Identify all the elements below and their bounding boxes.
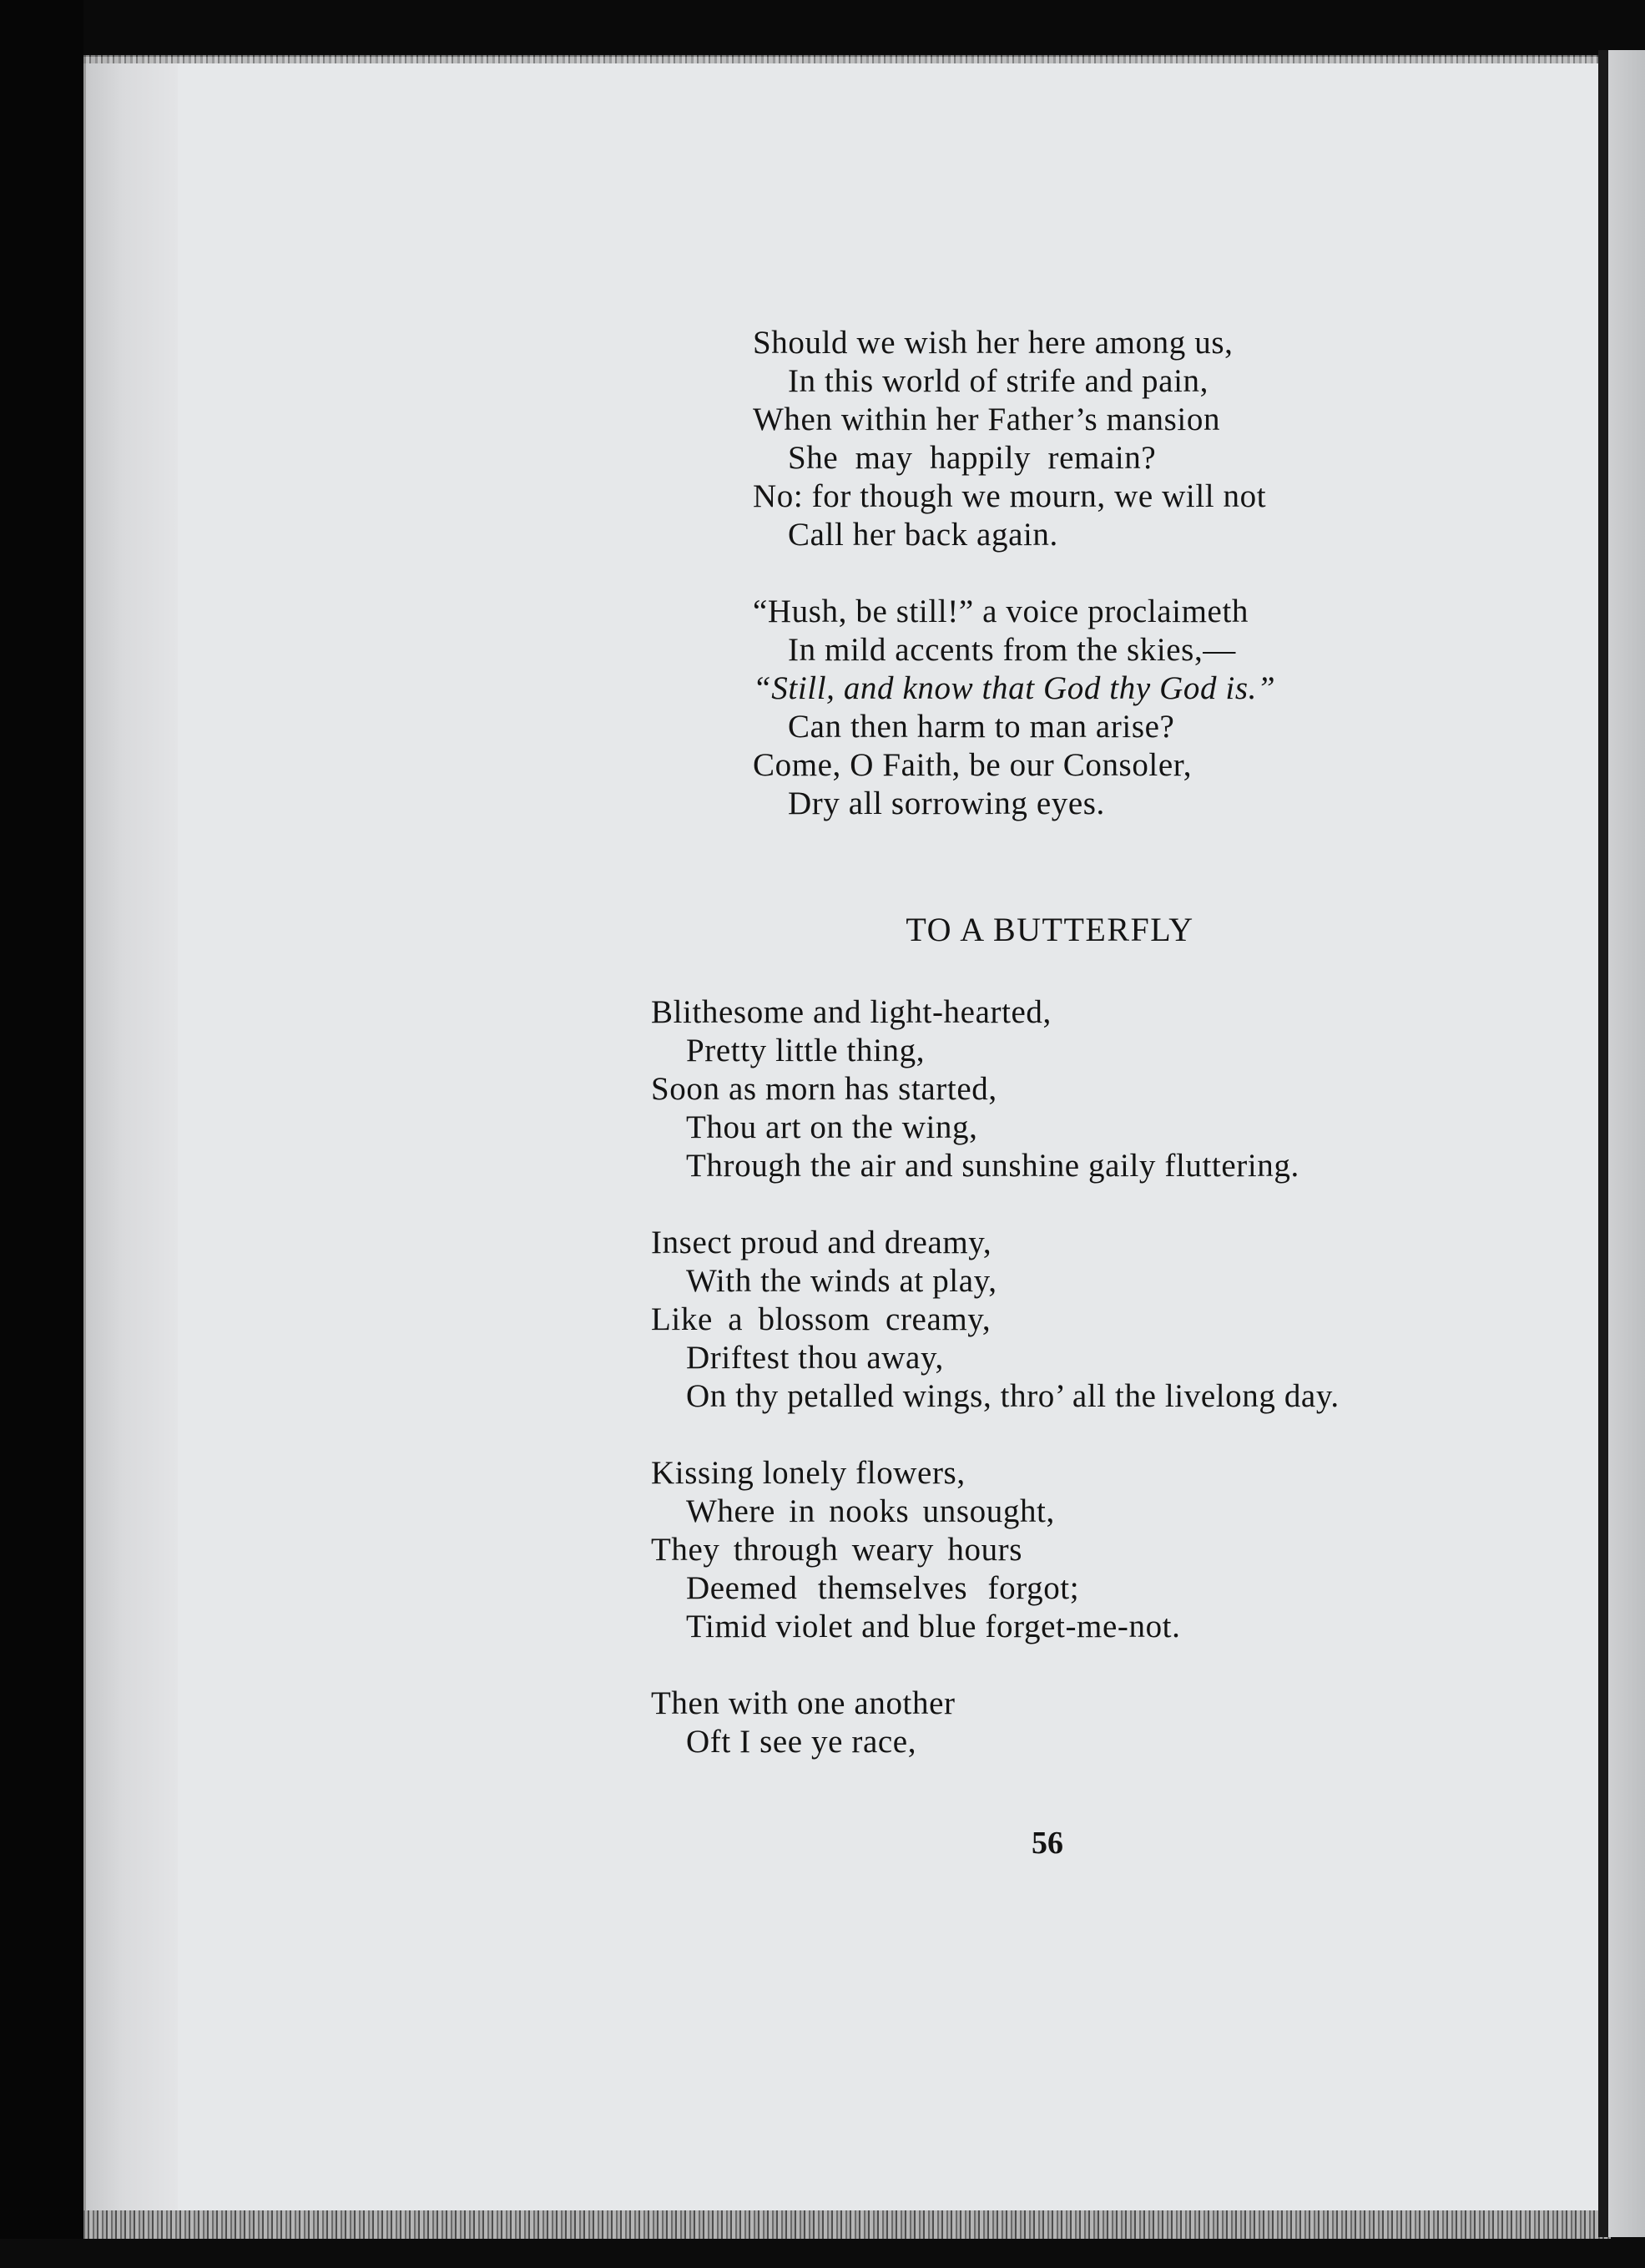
poem-line: Come, O Faith, be our Consoler,: [753, 747, 1193, 783]
scan-background-bottom: [0, 2239, 1645, 2268]
poem-line: “Hush, be still!” a voice proclaimeth: [753, 594, 1249, 629]
poem-line: Timid violet and blue forget-me-not.: [686, 1609, 1181, 1644]
poem-line: On thy petalled wings, thro’ all the livelong day.: [686, 1378, 1340, 1414]
scan-background-left: [0, 0, 83, 2268]
poem-line: Blithesome and light-hearted,: [651, 994, 1052, 1030]
poem-line: Can then harm to man arise?: [788, 709, 1175, 745]
page-top-edge: [83, 55, 1611, 63]
scan-background-top: [0, 0, 1645, 58]
poem-line: Dry all sorrowing eyes.: [788, 785, 1105, 821]
poem-line: Should we wish her here among us,: [753, 325, 1234, 361]
poem-line: Where in nooks unsought,: [686, 1493, 1055, 1529]
poem-line: Driftest thou away,: [686, 1340, 944, 1376]
poem-line: Kissing lonely flowers,: [651, 1455, 966, 1491]
poem-line: In this world of strife and pain,: [788, 363, 1209, 399]
poem-line: Then with one another: [651, 1685, 956, 1721]
page-number: 56: [1032, 1826, 1063, 1861]
poem-line: Soon as morn has started,: [651, 1071, 997, 1107]
poem-title: TO A BUTTERFLY: [906, 911, 1194, 948]
poem-line: In mild accents from the skies,—: [788, 632, 1236, 668]
poem-line: Pretty little thing,: [686, 1033, 926, 1068]
poem-line: Like a blossom creamy,: [651, 1301, 992, 1337]
poem-line: No: for though we mourn, we will not: [753, 478, 1267, 514]
poem-to-a-butterfly: [651, 993, 1340, 1761]
poem-line: Deemed themselves forgot;: [686, 1570, 1080, 1606]
poem-line: She may happily remain?: [788, 440, 1157, 476]
poem-line: When within her Father’s mansion: [753, 402, 1221, 437]
poem-line-italic: “Still, and know that God thy God is.”: [753, 670, 1276, 706]
poem-line: Insect proud and dreamy,: [651, 1225, 992, 1260]
poem-line: Through the air and sunshine gaily fluttering.: [686, 1148, 1299, 1184]
poem-line: Thou art on the wing,: [686, 1109, 978, 1145]
poem-line: Oft I see ye race,: [686, 1724, 917, 1760]
poem-line: They through weary hours: [651, 1532, 1023, 1568]
page-right-shadow: [1598, 50, 1608, 2237]
book-cover-edge: [1608, 50, 1645, 2237]
page-bottom-edge: [83, 2210, 1611, 2239]
page-gutter: [83, 57, 178, 2227]
poem-line: With the winds at play,: [686, 1263, 997, 1299]
poem-line: Call her back again.: [788, 517, 1058, 553]
poem-continuation: [753, 324, 1275, 823]
